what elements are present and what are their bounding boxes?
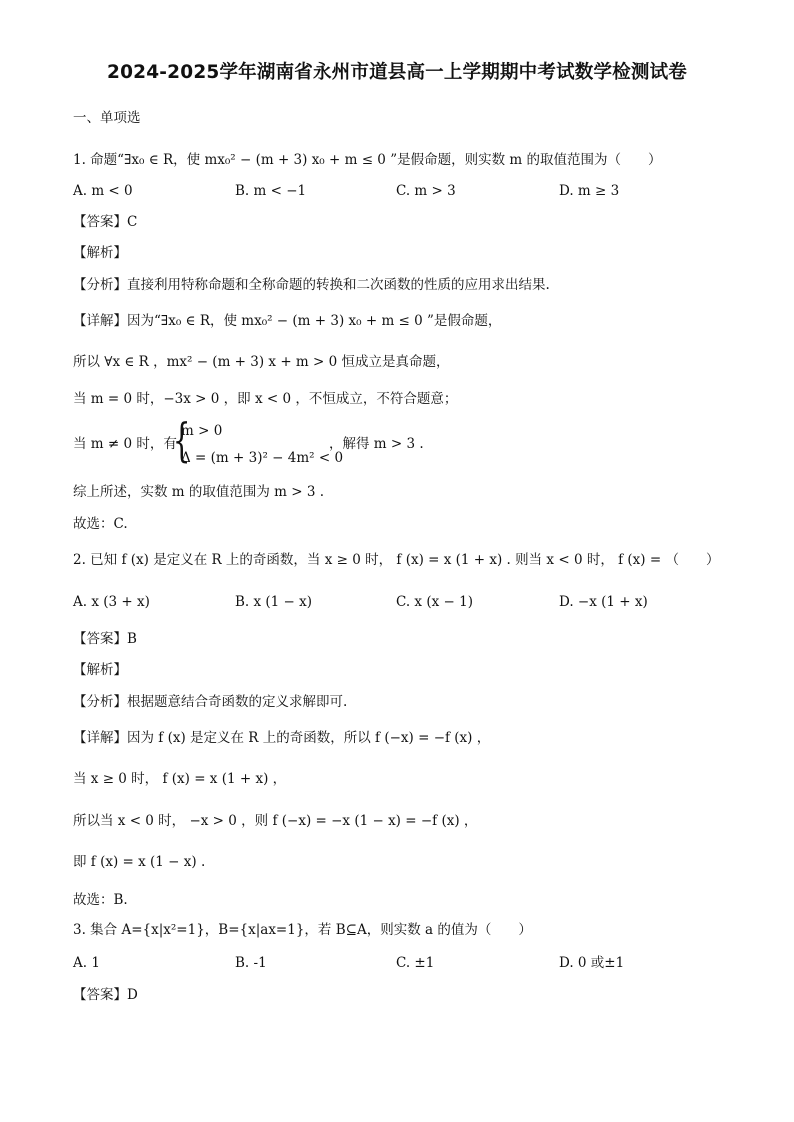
q2-detail-1: 【详解】因为 f (x) 是定义在 R 上的奇函数，所以 f (−x) = −f (x) ， (73, 730, 491, 746)
q1-option-c: C. m > 3 (396, 183, 456, 199)
q3-answer: 【答案】D (73, 987, 138, 1003)
question-2-stem: 2. 已知 f (x) 是定义在 R 上的奇函数，当 x ≥ 0 时， f (x) = x (1 + x) . 则当 x < 0 时， f (x) = （ ） (73, 552, 720, 568)
q2-detail-3: 所以当 x < 0 时， −x > 0 ，则 f (−x) = −x (1 − x) = −f (x) ， (73, 813, 478, 829)
system-row-2: Δ = (m + 3)² − 4m² < 0 (181, 450, 344, 466)
q3-option-d: D. 0 或±1 (559, 955, 625, 971)
q1-detail-2: 所以 ∀x ∈ R ，mx² − (m + 3) x + m > 0 恒成立是真命题， (73, 354, 450, 370)
q2-option-d: D. −x (1 + x) (559, 594, 648, 610)
q1-conclusion: 故选：C. (73, 516, 128, 532)
page-title: 2024-2025学年湖南省永州市道县高一上学期期中考试数学检测试卷 (107, 62, 687, 83)
q3-option-b: B. -1 (235, 955, 267, 971)
q1-option-d: D. m ≥ 3 (559, 183, 620, 199)
q1-fenxi: 【分析】直接利用特称命题和全称命题的转换和二次函数的性质的应用求出结果. (73, 277, 550, 293)
q1-option-a: A. m < 0 (73, 183, 133, 199)
q2-option-c: C. x (x − 1) (396, 594, 473, 610)
q1-option-b: B. m < −1 (235, 183, 307, 199)
q2-analysis-label: 【解析】 (73, 662, 127, 678)
question-2-options (73, 592, 733, 612)
q3-option-c: C. ±1 (396, 955, 435, 971)
q1-analysis-label: 【解析】 (73, 245, 127, 261)
q1-answer: 【答案】C (73, 214, 138, 230)
q2-answer: 【答案】B (73, 631, 137, 647)
q2-detail-4: 即 f (x) = x (1 − x) . (73, 854, 206, 870)
q1-detail-4-prefix: 当 m ≠ 0 时，有 (73, 436, 177, 452)
question-1-options (73, 181, 733, 201)
q1-inequality-system (73, 413, 573, 469)
q2-fenxi: 【分析】根据题意结合奇函数的定义求解即可. (73, 694, 348, 710)
q1-detail-1: 【详解】因为“∃x₀ ∈ R，使 mx₀² − (m + 3) x₀ + m ≤ 0 ”是假命题， (73, 313, 502, 329)
system-row-1: m > 0 (181, 423, 223, 439)
section-heading: 一、单项选 (73, 110, 141, 126)
question-3-stem: 3. 集合 A={x|x²=1}，B={x|ax=1}，若 B⊆A，则实数 a 的值为（ ） (73, 922, 532, 938)
q3-option-a: A. 1 (73, 955, 100, 971)
q1-detail-3: 当 m = 0 时，−3x > 0 ，即 x < 0 ，不恒成立，不符合题意； (73, 391, 458, 407)
q2-conclusion: 故选：B. (73, 892, 128, 908)
question-3-options (73, 953, 733, 973)
q1-detail-4-suffix: ，解得 m > 3 . (329, 436, 424, 452)
q2-option-b: B. x (1 − x) (235, 594, 313, 610)
left-brace-symbol: { (172, 413, 191, 467)
q2-option-a: A. x (3 + x) (73, 594, 150, 610)
q2-detail-2: 当 x ≥ 0 时， f (x) = x (1 + x) ， (73, 771, 287, 787)
question-1-stem: 1. 命题“∃x₀ ∈ R，使 mx₀² − (m + 3) x₀ + m ≤ 0 ”是假命题，则实数 m 的取值范围为（ ） (73, 152, 662, 168)
q1-detail-5: 综上所述，实数 m 的取值范围为 m > 3 . (73, 484, 325, 500)
